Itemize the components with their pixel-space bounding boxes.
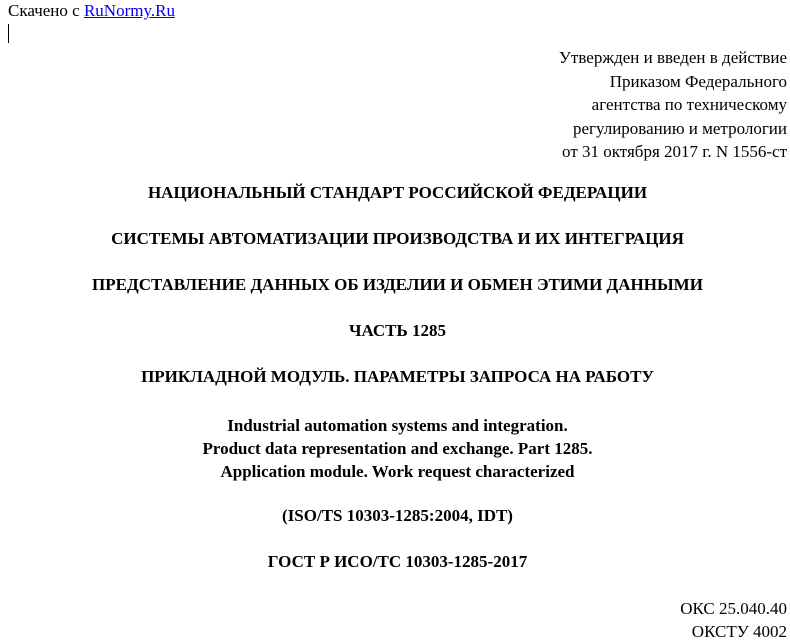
gost-code: ГОСТ Р ИСО/ТС 10303-1285-2017 xyxy=(267,552,528,571)
module-heading: ПРИКЛАДНОЙ МОДУЛЬ. ПАРАМЕТРЫ ЗАПРОСА НА РАБОТУ xyxy=(141,367,654,386)
iso-reference: (ISO/TS 10303-1285:2004, IDT) xyxy=(282,506,513,525)
text-cursor xyxy=(8,24,9,43)
source-line xyxy=(8,1,175,21)
english-title xyxy=(0,414,790,483)
approval-line: Утвержден и введен в действие xyxy=(558,48,787,67)
english-title-line: Industrial automation systems and integration. xyxy=(227,416,568,435)
national-standard-heading: НАЦИОНАЛЬНЫЙ СТАНДАРТ РОССИЙСКОЙ ФЕДЕРАЦИИ xyxy=(147,183,648,202)
part-heading: ЧАСТЬ 1285 xyxy=(348,321,446,340)
series-heading: СИСТЕМЫ АВТОМАТИЗАЦИИ ПРОИЗВОДСТВА И ИХ ИНТЕГРАЦИЯ xyxy=(111,229,684,248)
classification-codes xyxy=(680,597,787,643)
english-title-line: Product data representation and exchange. Part 1285. xyxy=(202,439,593,458)
runormy-link[interactable]: RuNormy.Ru xyxy=(83,1,175,20)
approval-line: от 31 октября 2017 г. N 1556-ст xyxy=(562,142,787,161)
source-prefix: Скачено с xyxy=(8,1,84,20)
approval-block xyxy=(559,46,787,164)
okstu-code: ОКСТУ 4002 xyxy=(691,622,787,641)
english-title-line: Application module. Work request characterized xyxy=(220,462,575,481)
approval-line: агентства по техническому xyxy=(591,95,787,114)
approval-line: Приказом Федерального xyxy=(609,71,787,91)
oks-code: ОКС 25.040.40 xyxy=(680,599,787,618)
subseries-heading: ПРЕДСТАВЛЕНИЕ ДАННЫХ ОБ ИЗДЕЛИИ И ОБМЕН ЭТИМИ ДАННЫМИ xyxy=(92,275,703,294)
approval-line: регулированию и метрологии xyxy=(572,118,787,138)
